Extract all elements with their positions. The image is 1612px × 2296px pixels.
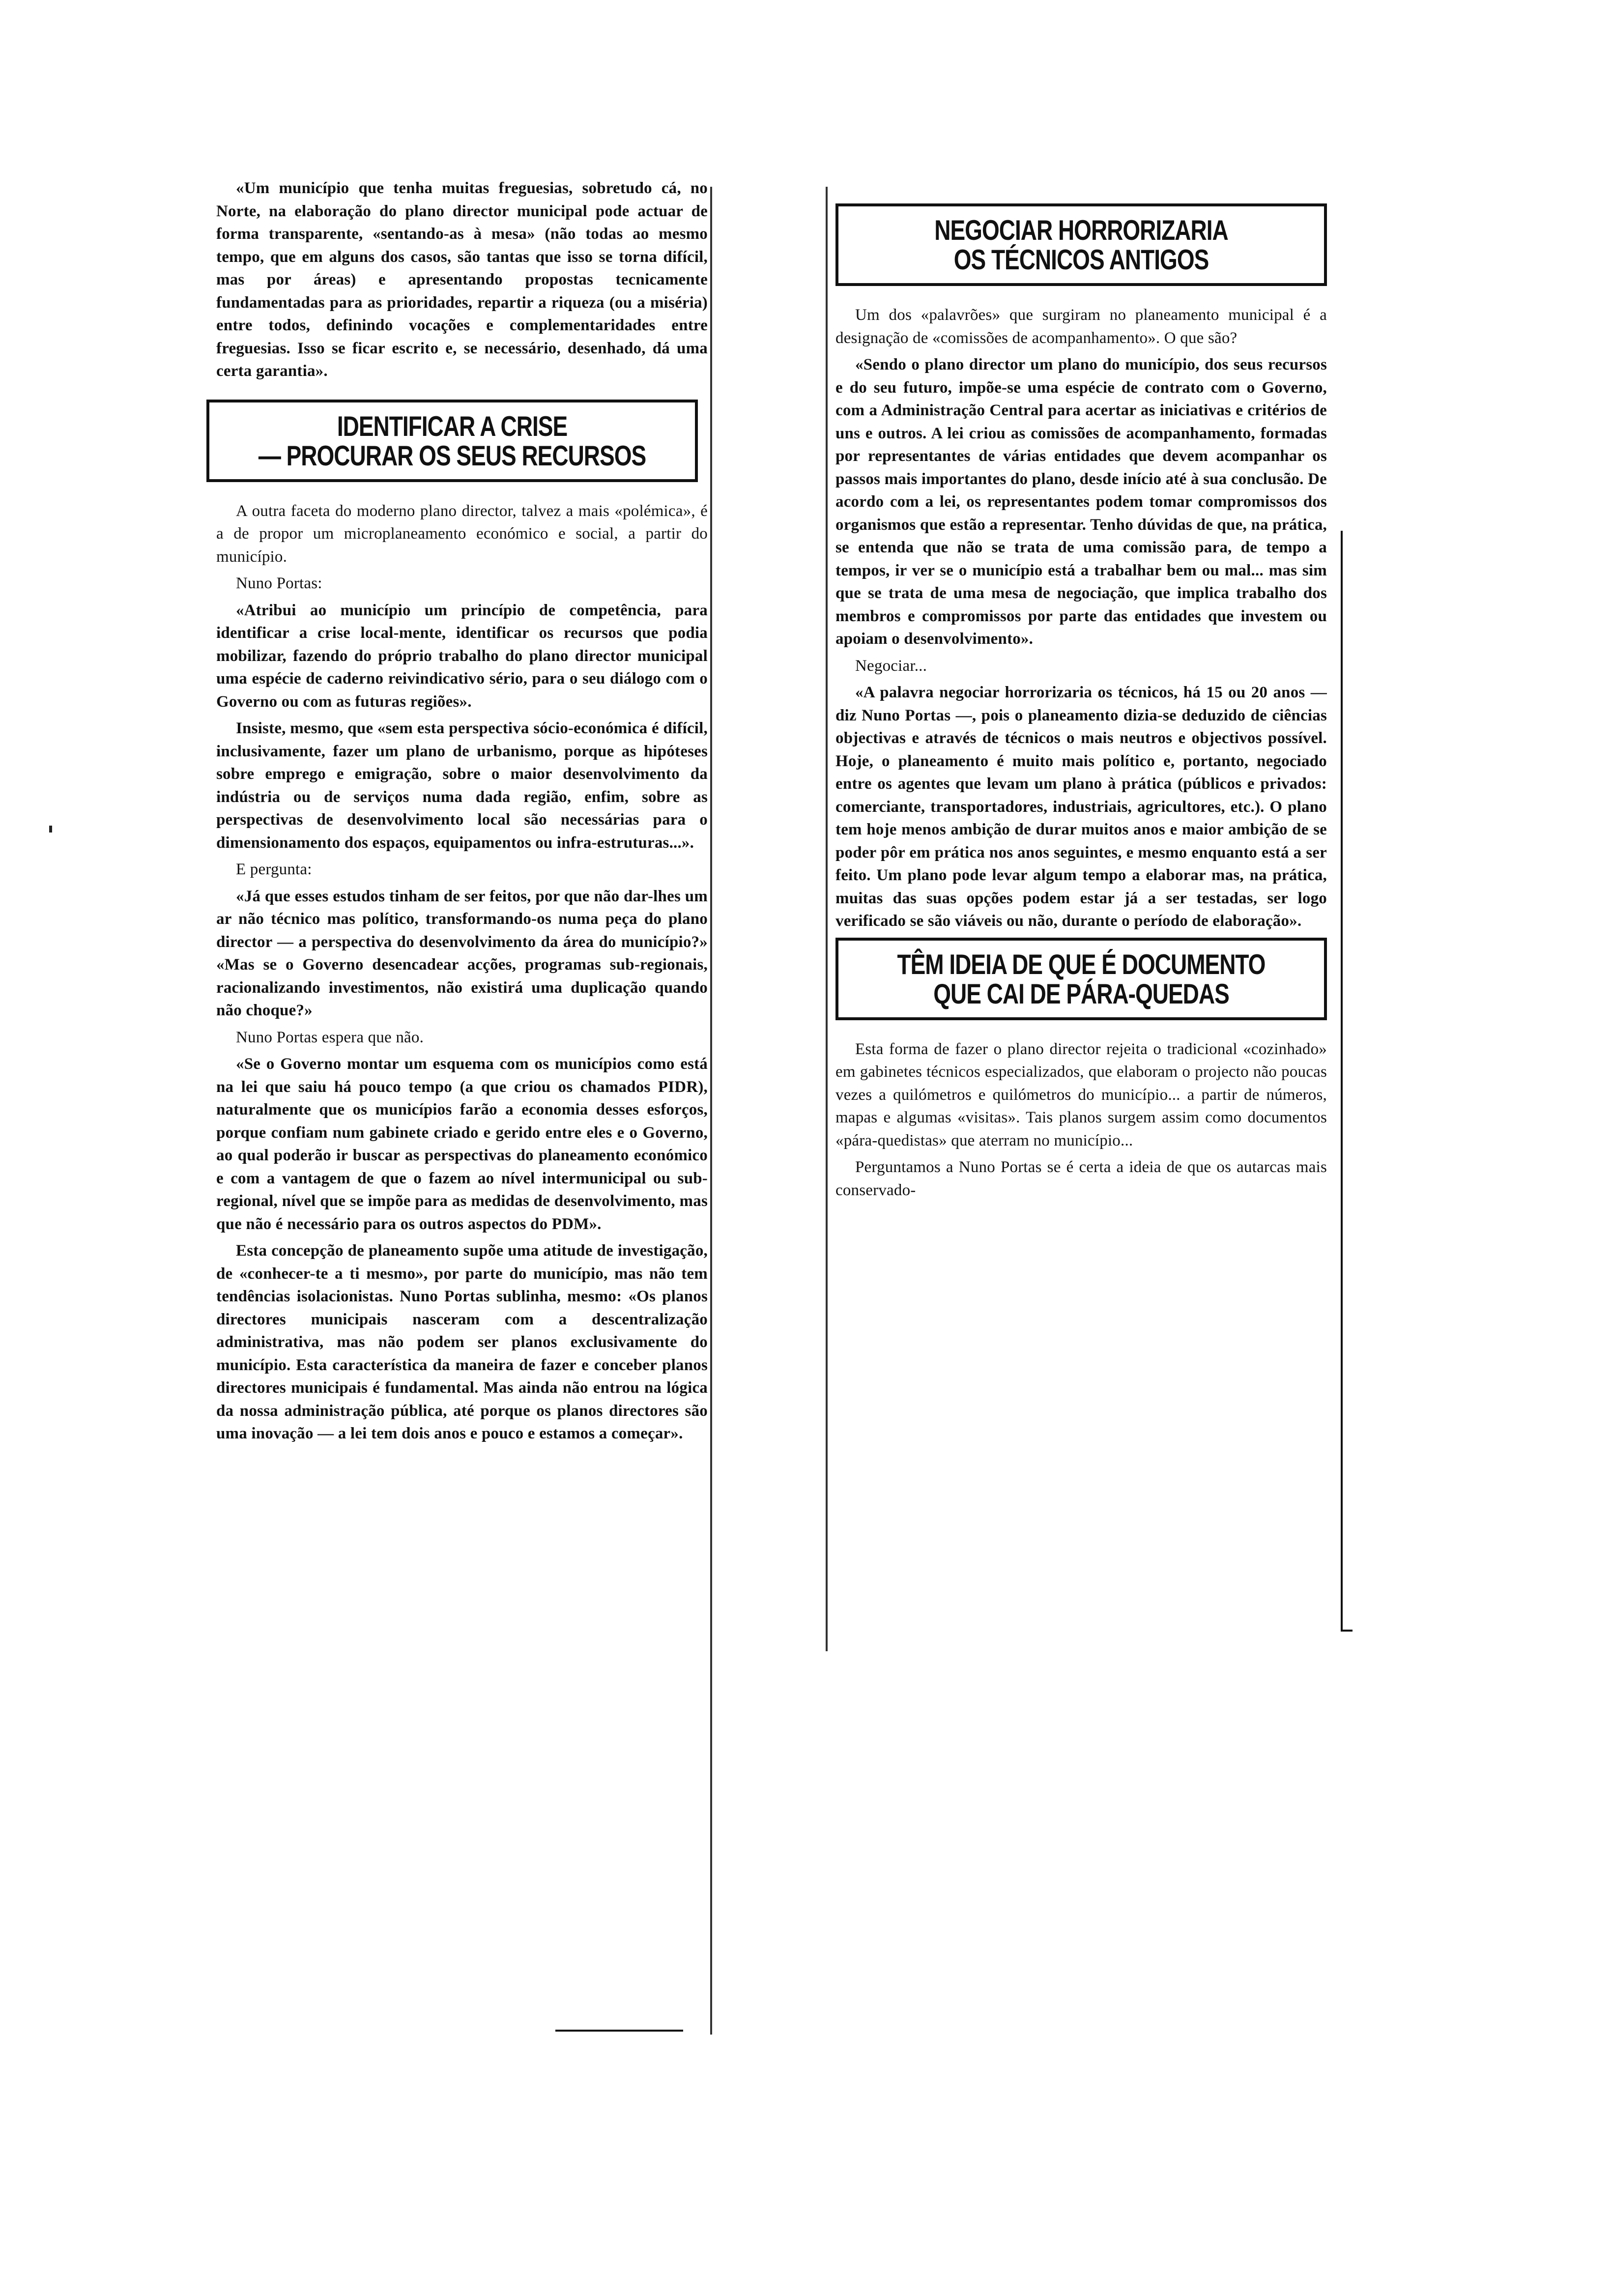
headline-box-documento [835, 938, 1327, 1020]
headline-line: NEGOCIAR HORRORIZARIA [934, 214, 1228, 246]
paragraph: «Um município que tenha muitas freguesias, sobretudo cá, no Norte, na elaboração do plano director municipal pode actuar de forma transparente, «sentando-as à mesa» (não todas ao mesmo tempo, que em alguns dos casos, são tantas que isso se torna difícil, mas por áreas) e apresentando propostas tecnicamente fundamentadas para as prioridades, repartir a riqueza (ou a miséria) entre todos, definindo vocações e complementaridades entre freguesias. Isso se ficar escrito e, se necessário, desenhado, dá uma certa garantia». [216, 179, 708, 380]
paragraph: E pergunta: [236, 861, 312, 878]
headline-line: QUE CAI DE PÁRA-QUEDAS [933, 977, 1229, 1009]
right-edge-rule [1341, 531, 1343, 1632]
paragraph: Esta forma de fazer o plano director rejeita o tradicional «cozinhado» em gabinetes técnicos especializados, que elaboram o projecto não poucas vezes a quilómetros e quilómetros do município... a partir de números, mapas e algumas «visitas». Tais planos surgem assim como documentos «pára-quedistas» que aterram no município... [835, 1040, 1327, 1149]
paragraph: «Se o Governo montar um esquema com os municípios como está na lei que saiu há pouco tempo (a que criou os chamados PIDR), naturalmente que os municípios farão a economia desses esforços, porque confiam num gabinete criado e gerido entre eles e o Governo, ao qual poderão ir buscar as perspectivas do planeamento económico e com a vantagem de que o fazem ao nível intermunicipal ou sub-regional, nível que se impõe para as medidas de desenvolvimento, mas que não é necessário para os outros aspectos do PDM». [216, 1055, 708, 1233]
end-rule [555, 2030, 683, 2032]
paragraph: «A palavra negociar horrorizaria os técnicos, há 15 ou 20 anos — diz Nuno Portas —, pois o planeamento dizia-se deduzido de ciências objectivas e através de técnicos o mais neutros e objectivos possível. Hoje, o planeamento é muito mais político e, portanto, negociado entre os agentes que levam um plano à prática (públicos e privados: comerciante, transportadores, industriais, agricultores, etc.). O plano tem hoje menos ambição de durar muitos anos e maior ambição de se poder pôr em prática nos anos seguintes, e mesmo enquanto está a ser feito. Um plano pode levar algum tempo a elaborar mas, na prática, muitas das suas opções podem estar já a ser testadas, ser logo verificado se são viáveis ou não, durante o período de elaboração». [835, 684, 1327, 930]
paragraph: Esta concepção de planeamento supõe uma atitude de investigação, de «conhecer-te a ti mesmo», por parte do município, mas não tem tendências isolacionistas. Nuno Portas sublinha, mesmo: «Os planos directores municipais nasceram com a descentralização administrativa, mas não podem ser planos exclusivamente do município. Esta característica da maneira de fazer e conceber planos directores municipais é fundamental. Mas ainda não entrou na lógica da nossa administração pública, até porque os planos directores são uma inovação — a lei tem dois anos e pouco e estamos a começar». [216, 1242, 708, 1442]
headline-box-identificar-crise [206, 400, 698, 482]
paragraph: «Sendo o plano director um plano do município, dos seus recursos e do seu futuro, impõe-se uma espécie de contrato com o Governo, com a Administração Central para acertar as iniciativas e critérios de uns e outros. A lei criou as comissões de acompanhamento, formadas por representantes de várias entidades que devem acompanhar os passos mais importantes do plano, desde início até à sua conclusão. De acordo com a lei, os representantes podem tomar compromissos dos organismos que estão a representar. Tenho dúvidas de que, na prática, se entenda que não se trata de uma comissão para, de tempo a tempos, ir ver se o município está a trabalhar bem ou mal... mas sim que se trata de uma mesa de negociação, que implica trabalho dos membros e compromissos por parte das entidades que investem ou apoiam o desenvolvimento». [835, 356, 1327, 648]
right-column-edge-rule [826, 187, 828, 1651]
paragraph: Insiste, mesmo, que «sem esta perspectiva sócio-económica é difícil, inclusivamente, fazer um plano de urbanismo, porque as hipóteses sobre emprego e emigração, sobre o maior desenvolvimento da indústria ou de serviços numa dada região, enfim, sobre as perspectivas de desenvolvimento local são necessárias para o dimensionamento dos espaços, equipamentos ou infra-estruturas...». [216, 719, 708, 852]
paragraph: Nuno Portas espera que não. [236, 1028, 424, 1046]
paragraph: A outra faceta do moderno plano director, talvez a mais «polémica», é a de propor um microplaneamento económico e social, a partir do município. [216, 502, 708, 566]
left-column [216, 177, 708, 1449]
headline-line: — PROCURAR OS SEUS RECURSOS [258, 439, 646, 471]
scan-speck [49, 826, 52, 832]
paragraph: «Atribui ao município um princípio de competência, para identificar a crise local-mente, identificar os recursos que podia mobilizar, fazendo do próprio trabalho do plano director municipal uma espécie de caderno reivindicativo sério, para o seu diálogo com o Governo ou com as futuras regiões». [216, 601, 708, 711]
headline-line: TÊM IDEIA DE QUE É DOCUMENTO [897, 948, 1266, 980]
paragraph: Perguntamos a Nuno Portas se é certa a ideia de que os autarcas mais conservado- [835, 1158, 1327, 1199]
column-edge-rule [710, 187, 712, 2035]
paragraph: Nuno Portas: [236, 574, 322, 592]
right-column [835, 187, 1327, 1205]
headline-line: IDENTIFICAR A CRISE [337, 410, 568, 442]
headline-line: OS TÉCNICOS ANTIGOS [953, 243, 1209, 276]
right-edge-tick [1341, 1630, 1353, 1632]
headline-box-negociar [835, 203, 1327, 286]
paragraph: Negociar... [855, 657, 927, 675]
paragraph: Um dos «palavrões» que surgiram no planeamento municipal é a designação de «comissões de acompanhamento». O que são? [835, 306, 1327, 347]
paragraph: «Já que esses estudos tinham de ser feitos, por que não dar-lhes um ar não técnico mas político, transformando-os numa peça do plano director — a perspectiva do desenvolvimento da área do município?» «Mas se o Governo desencadear acções, programas sub-regionais, racionalizando investimentos, não existirá uma duplicação quando não choque?» [216, 887, 708, 1019]
